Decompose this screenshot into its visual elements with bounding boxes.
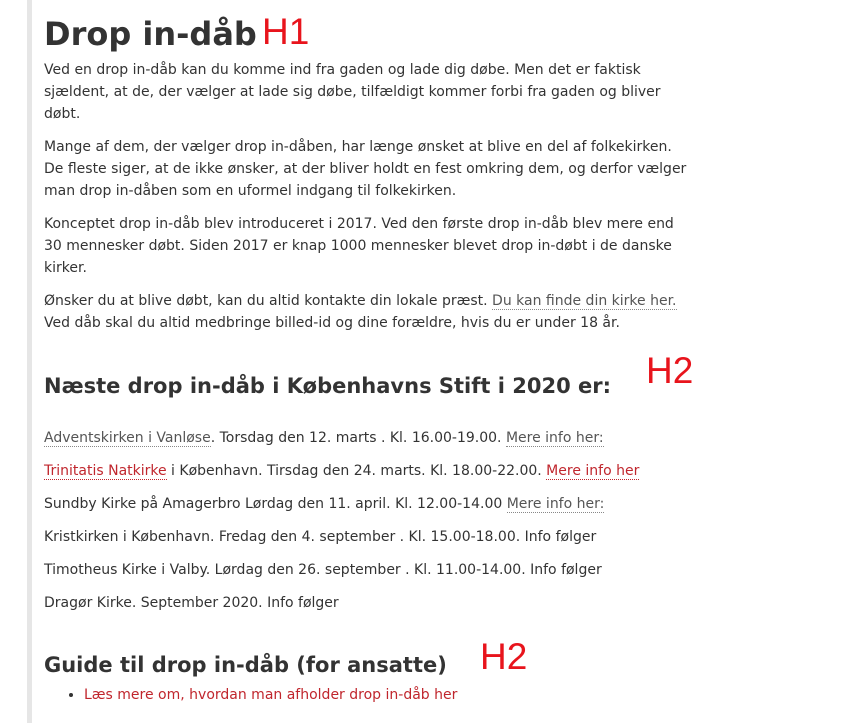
event-item (44, 494, 604, 514)
event-item (44, 593, 339, 613)
guide-link[interactable]: Læs mere om, hvordan man afholder drop in-dåb her (84, 687, 458, 703)
h2-annotation-label-events: H2 (646, 350, 694, 391)
more-info-link[interactable]: Mere info her: (506, 496, 605, 512)
h1-annotation-label: H1 (262, 11, 310, 52)
list-item (84, 685, 457, 705)
event-item (44, 560, 602, 580)
event-item (44, 461, 639, 481)
motivation-paragraph: Mange af dem, der vælger drop in-dåben, har længe ønsket at blive en del af folkekirken. De fleste siger, at de ikke ønsker, at der bliver holdt en fest omkring dem, og derfor vælger man drop in-dåben som en uformel indgang til folkekirken. (44, 139, 687, 199)
find-church-link[interactable]: Du kan finde din kirke her. (492, 293, 677, 309)
event-item (44, 527, 596, 547)
guide-list (64, 685, 457, 705)
more-info-link[interactable]: Mere info her: (505, 430, 604, 446)
guide-heading: Guide til drop in-dåb (for ansatte) (44, 653, 447, 677)
event-details: i København. Tirsdag den 24. marts. Kl. 18.00-22.00. (166, 463, 547, 479)
event-item (44, 428, 604, 448)
church-link-adventskirken[interactable]: Adventskirken i Vanløse (44, 430, 211, 446)
contact-paragraph (44, 290, 694, 334)
page-title: Drop in-dåb (44, 15, 257, 53)
event-details: Sundby Kirke på Amagerbro Lørdag den 11. april. Kl. 12.00-14.00 (44, 496, 507, 512)
church-link-trinitatis[interactable]: Trinitatis Natkirke (44, 463, 167, 479)
history-paragraph: Konceptet drop in-dåb blev introduceret i 2017. Ved den første drop in-dåb blev mere end 30 mennesker døbt. Siden 2017 er knap 1000 mennesker blevet drop in-døbt i de danske kirker. (44, 216, 674, 276)
h2-annotation-label-guide: H2 (480, 636, 528, 677)
event-details: Timotheus Kirke i Valby. Lørdag den 26. september . Kl. 11.00-14.00. Info følger (44, 562, 602, 578)
more-info-link[interactable]: Mere info her (546, 463, 640, 479)
event-details: Kristkirken i København. Fredag den 4. september . Kl. 15.00-18.00. Info følger (44, 529, 597, 545)
contact-text-before: Ønsker du at blive døbt, kan du altid kontakte din lokale præst. (44, 293, 493, 309)
intro-paragraph: Ved en drop in-dåb kan du komme ind fra gaden og lade dig døbe. Men det er faktisk sjældent, at de, der vælger at lade sig døbe, tilfældigt kommer forbi fra gaden og bliver døbt. (44, 62, 661, 122)
event-details: . Torsdag den 12. marts . Kl. 16.00-19.00. (210, 430, 506, 446)
left-border-rule (27, 0, 32, 723)
event-details: Dragør Kirke. September 2020. Info følger (44, 595, 339, 611)
contact-text-after: Ved dåb skal du altid medbringe billed-id og dine forældre, hvis du er under 18 år. (44, 315, 620, 331)
events-heading: Næste drop in-dåb i Københavns Stift i 2020 er: (44, 374, 611, 398)
